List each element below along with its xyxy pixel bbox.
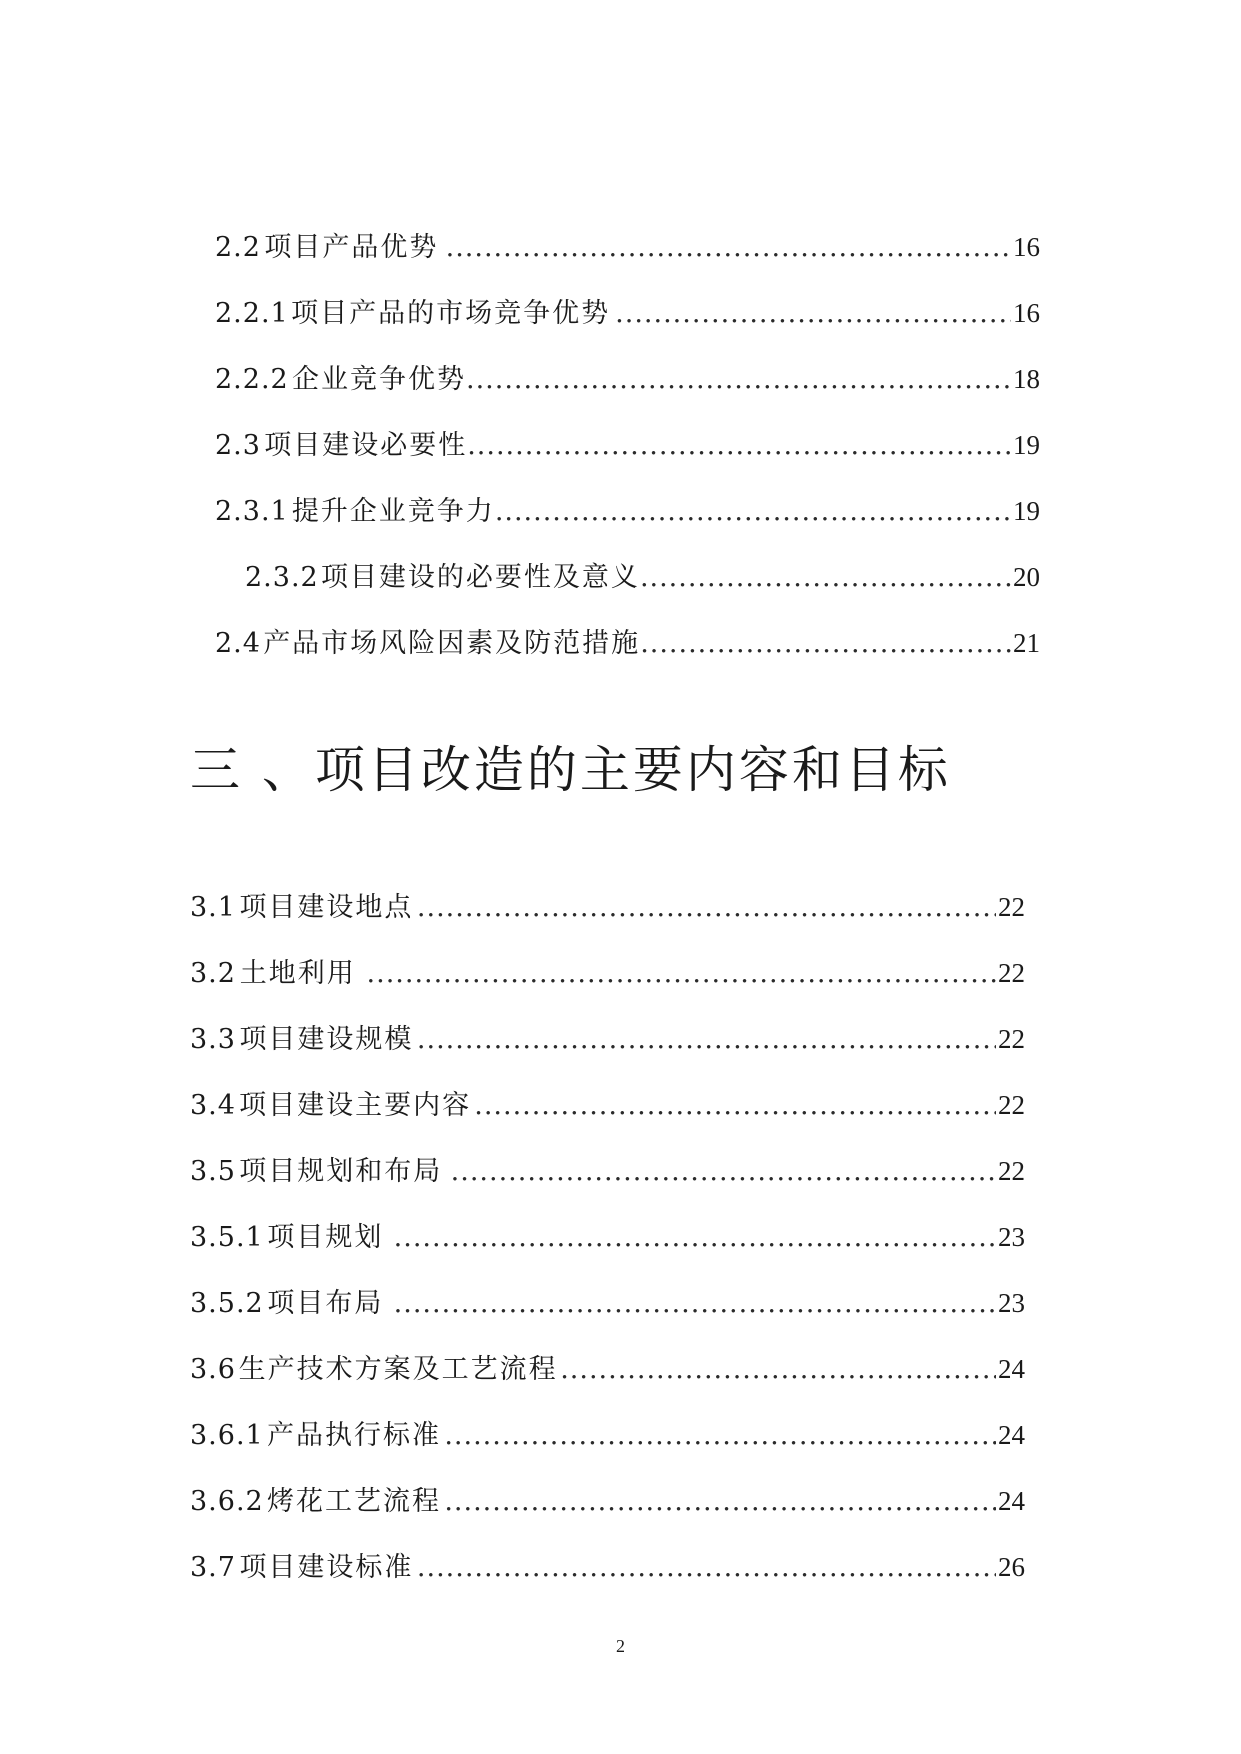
toc-entry-number: 3.2	[190, 958, 236, 989]
section-heading: 三 、项目改造的主要内容和目标	[190, 741, 951, 799]
toc-entry-title: 项目建设的必要性及意义	[320, 562, 640, 593]
toc-entry-page: 22	[998, 1024, 1025, 1054]
toc-entry-number: 2.4	[215, 628, 261, 659]
toc-entry-page: 24	[998, 1354, 1026, 1384]
toc-entry-page: 20	[1013, 562, 1040, 592]
toc-entry-2-3-2[interactable]	[245, 560, 1040, 594]
toc-entry-number: 3.5	[190, 1156, 236, 1187]
toc-entry-2-3[interactable]	[215, 428, 1040, 462]
toc-leader-dots	[560, 1353, 996, 1387]
toc-entry-2-2[interactable]	[215, 230, 1040, 264]
toc-entry-number: 2.3	[215, 430, 261, 461]
toc-entry-2-4[interactable]	[215, 626, 1040, 660]
toc-entry-3-4[interactable]	[190, 1088, 1025, 1122]
toc-leader-dots	[444, 1419, 996, 1453]
toc-entry-page: 22	[998, 1156, 1026, 1186]
toc-entry-3-7[interactable]	[190, 1550, 1025, 1584]
toc-entry-3-6-2[interactable]	[190, 1484, 1025, 1518]
toc-leader-dots	[640, 561, 1011, 595]
toc-leader-dots	[466, 363, 1011, 397]
toc-entry-title: 项目建设必要性	[264, 430, 468, 461]
toc-leader-dots	[474, 1089, 996, 1123]
toc-entry-page: 26	[998, 1552, 1025, 1582]
toc-entry-page: 19	[1013, 430, 1040, 460]
toc-entry-number: 3.5.2	[190, 1288, 264, 1319]
toc-entry-number: 3.7	[190, 1552, 236, 1583]
toc-leader-dots	[417, 891, 996, 925]
toc-entry-title: 烤花工艺流程	[267, 1486, 442, 1517]
toc-entry-number: 3.6.1	[190, 1420, 264, 1451]
toc-leader-dots	[495, 495, 1011, 529]
toc-entry-page: 24	[997, 1486, 1025, 1516]
toc-entry-title: 提升企业竞争力	[291, 496, 495, 527]
toc-entry-number: 3.4	[190, 1090, 236, 1121]
toc-leader-dots	[394, 1221, 996, 1255]
toc-entry-title: 项目规划	[267, 1222, 384, 1253]
toc-entry-3-5-1[interactable]	[190, 1220, 1025, 1254]
toc-leader-dots	[444, 1485, 996, 1519]
toc-leader-dots	[451, 1155, 996, 1189]
toc-entry-title: 产品市场风险因素及防范措施	[263, 628, 641, 659]
toc-entry-title: 项目建设标准	[239, 1552, 414, 1583]
toc-entry-3-1[interactable]	[190, 890, 1025, 924]
toc-leader-dots	[367, 957, 996, 991]
toc-entry-3-2[interactable]	[190, 956, 1025, 990]
toc-entry-page: 19	[1013, 496, 1040, 526]
toc-leader-dots	[394, 1287, 996, 1321]
toc-entry-title: 产品执行标准	[267, 1420, 442, 1451]
toc-entry-number: 2.3.1	[215, 496, 289, 527]
toc-entry-title: 土地利用	[239, 958, 356, 989]
toc-entry-number: 3.6	[190, 1354, 236, 1385]
toc-entry-number: 3.3	[190, 1024, 236, 1055]
toc-leader-dots	[417, 1023, 996, 1057]
toc-entry-title: 项目建设地点	[239, 892, 414, 923]
toc-entry-page: 23	[998, 1288, 1025, 1318]
toc-entry-number: 2.2.2	[215, 364, 289, 395]
toc-entry-title: 项目规划和布局	[239, 1156, 443, 1187]
toc-entry-number: 2.3.2	[245, 562, 319, 593]
toc-entry-page: 23	[998, 1222, 1025, 1252]
toc-entry-page: 21	[1013, 628, 1040, 658]
toc-entry-title: 项目产品的市场竞争优势	[291, 298, 611, 329]
toc-entry-3-3[interactable]	[190, 1022, 1025, 1056]
toc-entry-number: 3.6.2	[190, 1486, 264, 1517]
toc-entry-3-5-2[interactable]	[190, 1286, 1025, 1320]
toc-entry-2-2-1[interactable]	[215, 296, 1040, 330]
toc-entry-title: 企业竞争优势	[291, 364, 466, 395]
toc-leader-dots	[640, 627, 1011, 661]
toc-entry-page: 16	[1013, 232, 1040, 262]
toc-entry-title: 生产技术方案及工艺流程	[238, 1354, 558, 1385]
toc-leader-dots	[446, 231, 1011, 265]
toc-entry-number: 2.2.1	[215, 298, 289, 329]
toc-leader-dots	[417, 1551, 996, 1585]
toc-entry-page: 22	[998, 958, 1025, 988]
toc-leader-dots	[467, 429, 1011, 463]
toc-entry-3-6-1[interactable]	[190, 1418, 1025, 1452]
toc-entry-page: 16	[1012, 298, 1040, 328]
toc-entry-title: 项目建设规模	[239, 1024, 414, 1055]
toc-entry-page: 24	[997, 1420, 1025, 1450]
toc-entry-title: 项目建设主要内容	[239, 1090, 472, 1121]
toc-entry-title: 项目布局	[267, 1288, 384, 1319]
toc-entry-number: 3.5.1	[190, 1222, 264, 1253]
toc-entry-2-2-2[interactable]	[215, 362, 1040, 396]
toc-entry-page: 22	[998, 892, 1025, 922]
toc-entry-3-6[interactable]	[190, 1352, 1025, 1386]
toc-leader-dots	[615, 297, 1011, 331]
toc-entry-page: 18	[1013, 364, 1040, 394]
toc-entry-number: 3.1	[190, 892, 236, 923]
toc-entry-number: 2.2	[215, 232, 261, 263]
toc-entry-title: 项目产品优势	[264, 232, 439, 263]
page-number: 2	[616, 1636, 625, 1656]
toc-entry-3-5[interactable]	[190, 1154, 1025, 1188]
toc-entry-2-3-1[interactable]	[215, 494, 1040, 528]
toc-entry-page: 22	[998, 1090, 1025, 1120]
